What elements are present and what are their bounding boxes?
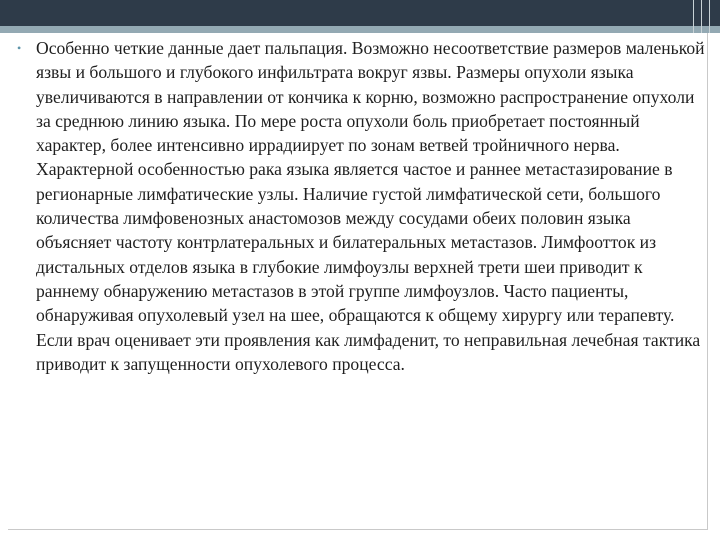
bullet-icon: •: [17, 41, 22, 55]
header-divider-line: [693, 0, 694, 33]
header-band-dark: [0, 0, 720, 26]
header-divider-line: [701, 0, 702, 33]
slide-content: [17, 36, 709, 376]
header-band-light: [0, 26, 720, 33]
body-paragraph: Особенно четкие данные дает пальпация. Возможно несоответствие размеров маленькой язвы и большого и глубокого инфильтрата вокруг язвы. Размеры опухоли языка увеличиваются в направлении от кончика к корню, возможно распространение опухоли за среднюю линию языка. По мере роста опухоли боль приобретает постоянный характер, более интенсивно иррадиирует по зонам ветвей тройничного нерва. Характерной особенностью рака языка является частое и раннее метастазирование в регионарные лимфатические узлы. Наличие густой лимфатической сети, большого количества лимфовенозных анастомозов между сосудами обеих половин языка объясняет частоту контрлатеральных и билатеральных метастазов. Лимфоотток из дистальных отделов языка в глубокие лимфоузлы верхней трети шеи приводит к раннему обнаружению метастазов в этой группе лимфоузлов. Часто пациенты, обнаруживая опухолевый узел на шее, обращаются к общему хирургу или терапевту. Если врач оценивает эти проявления как лимфаденит, то неправильная лечебная тактика приводит к запущенности опухолевого процесса.: [36, 38, 705, 374]
header-divider-line: [709, 0, 710, 33]
